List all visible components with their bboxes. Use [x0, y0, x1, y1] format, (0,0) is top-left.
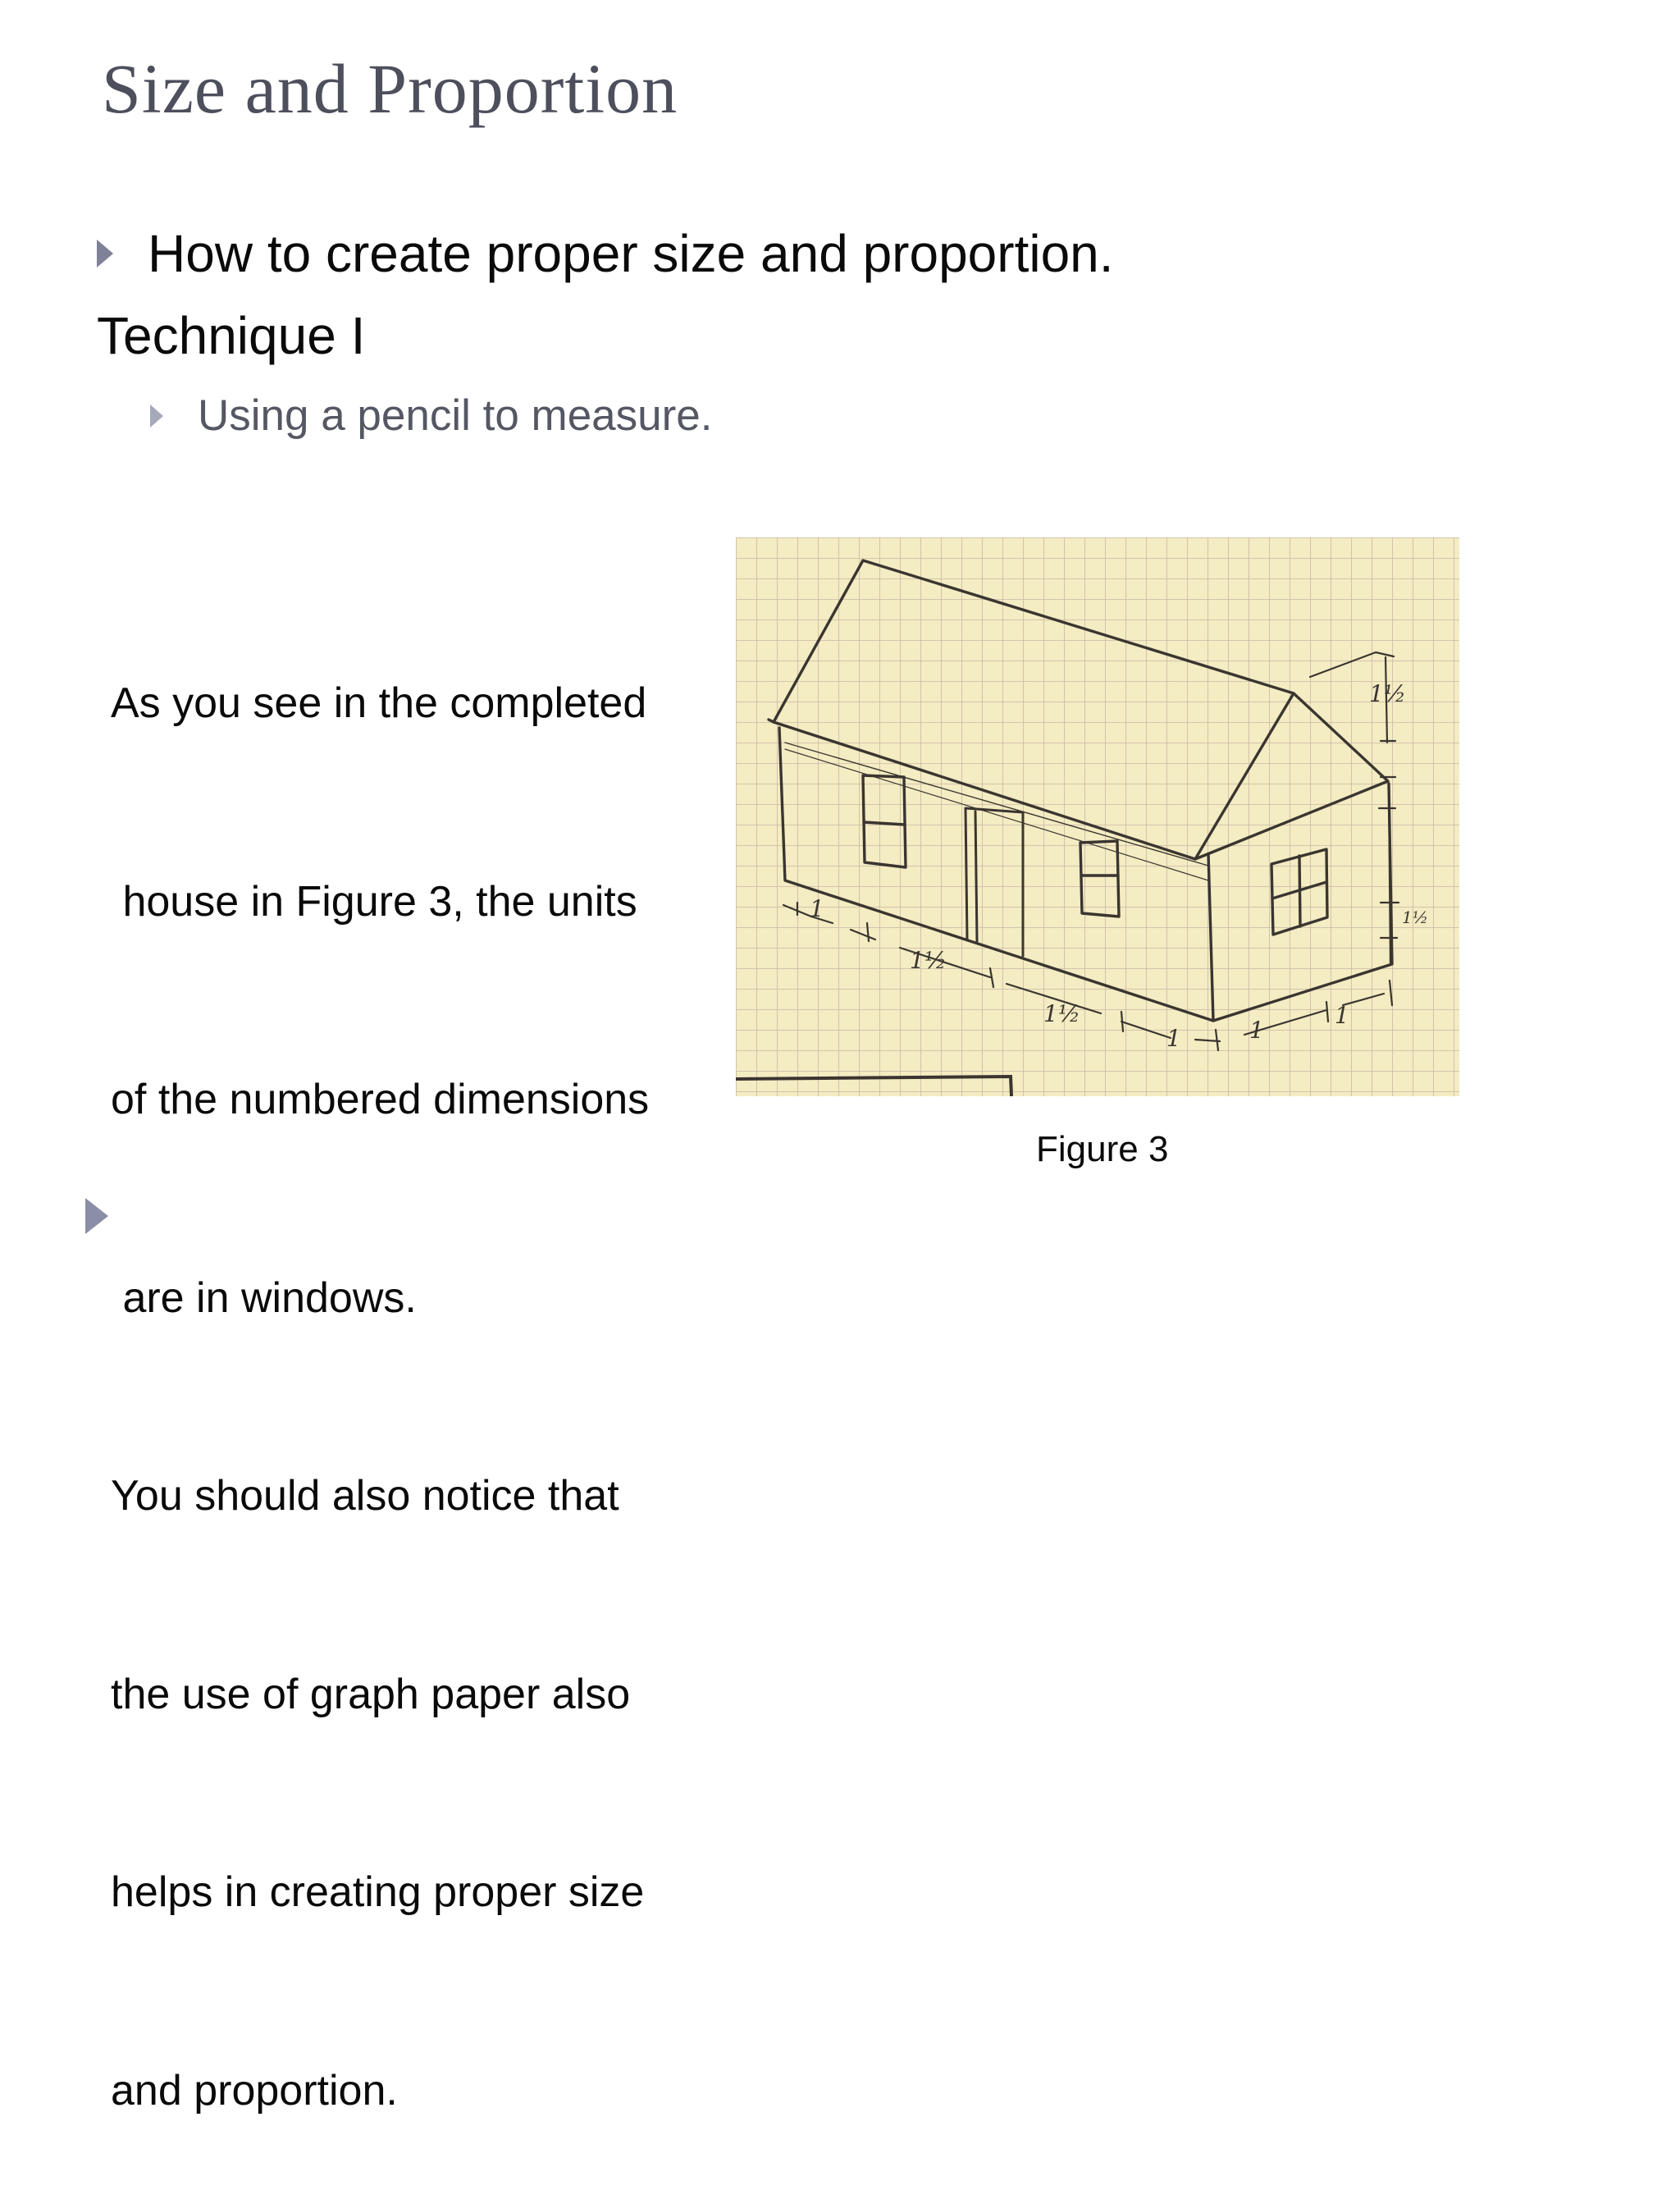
- dimension-label: 1½: [1402, 908, 1429, 927]
- paragraph-line: the use of graph paper also: [111, 1670, 631, 1718]
- next-slide-arrow-icon[interactable]: [85, 1198, 108, 1234]
- paragraph-line: house in Figure 3, the units: [111, 877, 637, 926]
- sub-bullet-text: Using a pencil to measure.: [198, 391, 713, 440]
- bullet-text: How to create proper size and proportion.: [148, 224, 1114, 283]
- dimension-label: 1: [1249, 1017, 1264, 1044]
- dimension-label: 1½: [1369, 680, 1406, 707]
- paragraph-line: and proportion.: [111, 2066, 398, 2115]
- dimension-label: 1½: [910, 947, 947, 974]
- paragraph-line: As you see in the completed: [111, 679, 647, 727]
- dimension-label: 1½: [1043, 1000, 1080, 1027]
- body-paragraph: [111, 538, 734, 2190]
- paragraph-line: You should also notice that: [111, 1472, 619, 1520]
- figure-caption: Figure 3: [1036, 1129, 1169, 1169]
- bullet-item: [97, 223, 1114, 284]
- paragraph-line: helps in creating proper size: [111, 1868, 645, 1916]
- slide-title: Size and Proportion: [102, 49, 678, 128]
- technique-heading: Technique I: [97, 306, 366, 365]
- dimension-label: 1: [1335, 1002, 1349, 1029]
- dimension-label: 1: [810, 895, 824, 922]
- bullet-arrow-icon: [97, 240, 113, 267]
- paragraph-line: of the numbered dimensions: [111, 1076, 650, 1123]
- sub-bullet-item: [150, 391, 713, 441]
- house-sketch-figure: [736, 537, 1459, 1096]
- sub-bullet-arrow-icon: [150, 405, 163, 427]
- paragraph-line: are in windows.: [111, 1273, 417, 1322]
- dimension-label: 1: [1166, 1025, 1181, 1052]
